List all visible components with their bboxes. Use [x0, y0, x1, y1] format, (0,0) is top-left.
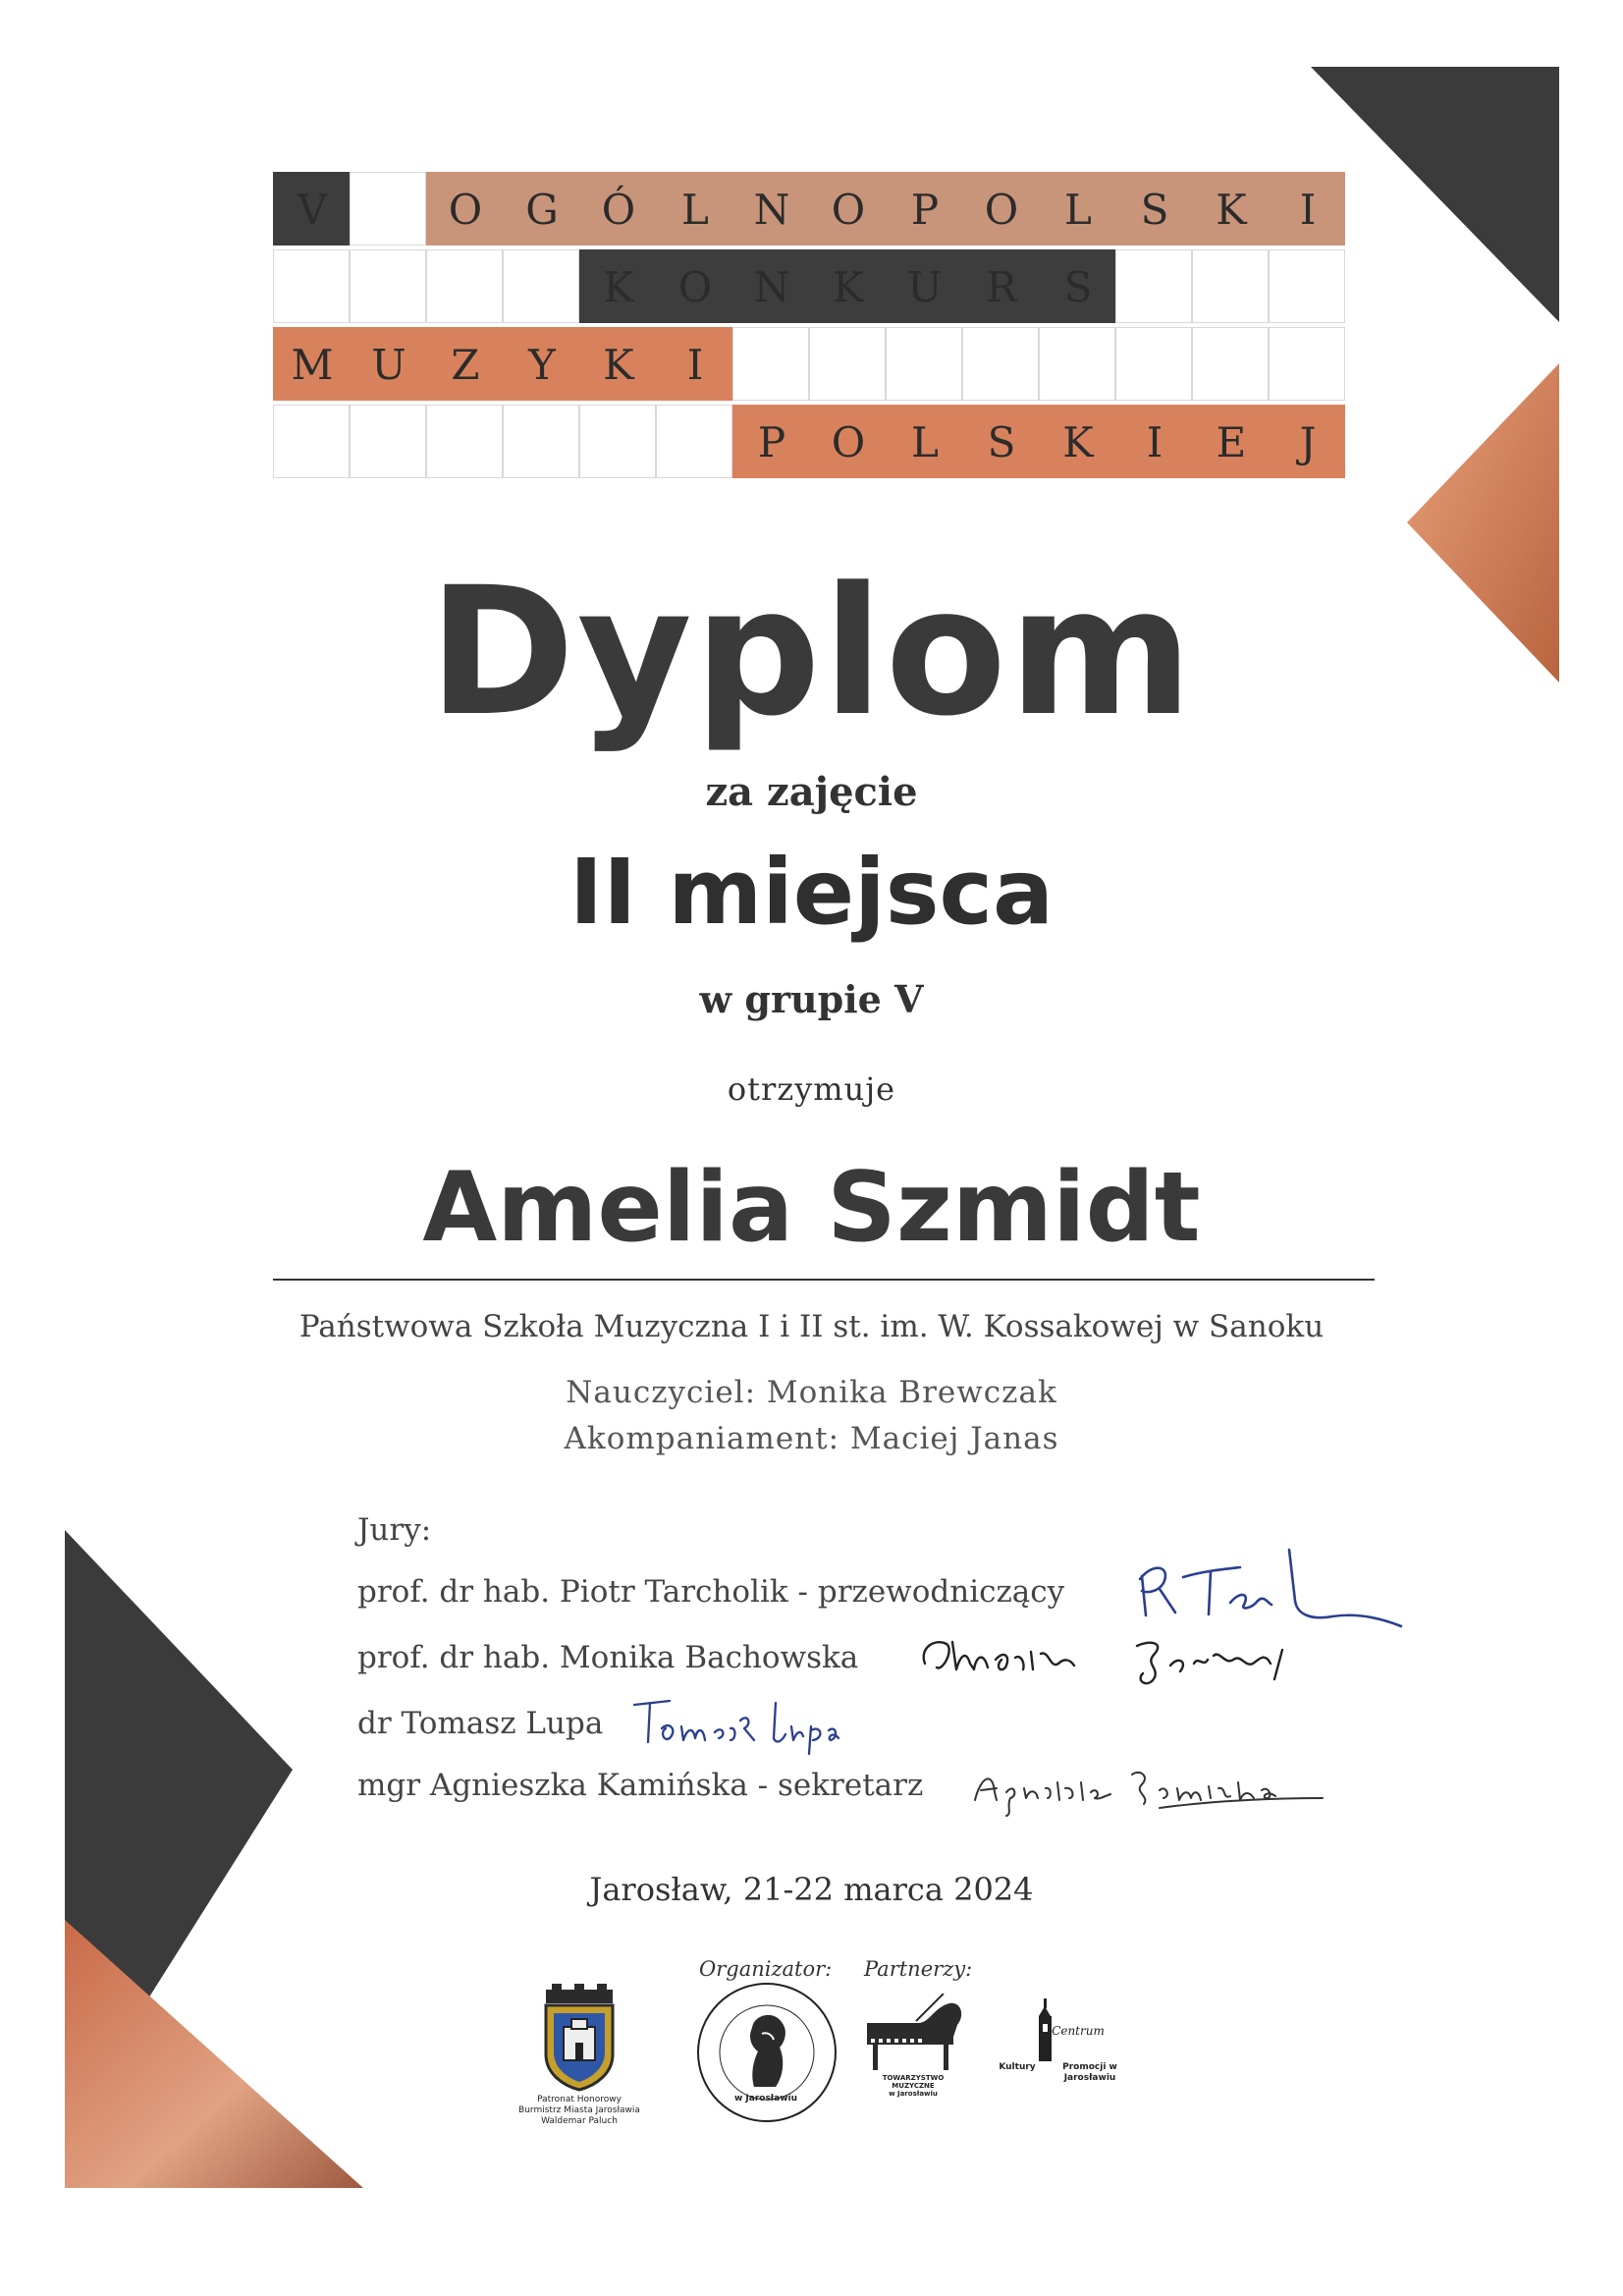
- jury-member: prof. dr hab. Piotr Tarcholik - przewodniczący: [357, 1574, 1065, 1610]
- partner1-caption: TOWARZYSTWO MUZYCZNE w Jarosławiu: [882, 2074, 945, 2098]
- crossword-cell: [1269, 172, 1345, 246]
- crossword-letter: O: [831, 186, 866, 234]
- crossword-cell: [1039, 249, 1115, 323]
- crossword-letter: N: [753, 263, 790, 311]
- crossword-letter: O: [448, 186, 483, 234]
- signature-2: [913, 1620, 1325, 1699]
- crossword-letter: K: [603, 263, 634, 311]
- crossword-cell: [732, 327, 809, 401]
- crossword-letter: R: [986, 263, 1017, 311]
- diploma-title: Dyplom: [428, 550, 1195, 755]
- crossword-cell: [732, 249, 809, 323]
- jury-label: Jury:: [357, 1512, 432, 1548]
- receives-text: otrzymuje: [727, 1070, 896, 1108]
- crossword-cell: [1269, 405, 1345, 478]
- crossword-cell: [1115, 327, 1192, 401]
- crossword-cell: [273, 405, 350, 478]
- partner2-line-1: Kultury: [999, 2062, 1036, 2072]
- crossword-letter: I: [1146, 418, 1163, 466]
- patron-caption: Patronat Honorowy Burmistrz Miasta Jarosławia Waldemar Paluch: [518, 2095, 640, 2126]
- crossword-cell: [350, 405, 426, 478]
- crossword-cell: [350, 249, 426, 323]
- crossword-letter: S: [987, 418, 1016, 466]
- crossword-cell: [656, 172, 732, 246]
- crossword-letter: N: [753, 186, 790, 234]
- crossword-cell: [1192, 405, 1269, 478]
- crossword-cell: [1192, 327, 1269, 401]
- crossword-cell: [426, 327, 503, 401]
- crossword-letter: K: [1062, 418, 1094, 466]
- place-text: II miejsca: [568, 840, 1055, 945]
- crossword-letter: U: [371, 341, 406, 389]
- group-text: w grupie V: [699, 977, 924, 1021]
- crossword-cell: [503, 249, 579, 323]
- crossword-cell: [732, 172, 809, 246]
- crossword-cell: [426, 249, 503, 323]
- crossword-letter: K: [833, 263, 864, 311]
- crossword-cell: [962, 249, 1039, 323]
- crossword-cell: [273, 172, 350, 246]
- crossword-letter: S: [1063, 263, 1093, 311]
- crossword-cell: [579, 327, 656, 401]
- crossword-cell: [273, 249, 350, 323]
- crossword-cell: [656, 249, 732, 323]
- for-taking-text: za zajęcie: [705, 769, 918, 815]
- crossword-row: [273, 405, 1345, 478]
- organizer-city: w Jarosławiu: [733, 2094, 798, 2104]
- crossword-letter: Z: [451, 341, 480, 389]
- crossword-letter: L: [681, 186, 709, 234]
- crossword-cell: [503, 405, 579, 478]
- crossword-letter: O: [831, 418, 866, 466]
- crossword-cell: [962, 327, 1039, 401]
- crossword-cell: [350, 172, 426, 246]
- crossword-letter: K: [603, 341, 634, 389]
- crossword-cell: [809, 405, 886, 478]
- recipient-name: Amelia Szmidt: [422, 1152, 1201, 1264]
- crossword-cell: [1269, 249, 1345, 323]
- coat-of-arms-icon: [538, 1984, 621, 2092]
- crossword-letter: M: [291, 341, 334, 389]
- crossword-letter: L: [1064, 186, 1092, 234]
- crossword-cell: [1192, 172, 1269, 246]
- crossword-letter: J: [1299, 418, 1317, 466]
- crossword-cell: [273, 327, 350, 401]
- jury-member: dr Tomasz Lupa: [357, 1706, 604, 1741]
- crossword-cell: [886, 327, 962, 401]
- crossword-cell: [579, 405, 656, 478]
- crossword-cell: [426, 405, 503, 478]
- crossword-letter: Ó: [601, 186, 636, 234]
- crossword-cell: [1039, 327, 1115, 401]
- crossword-cell: [1115, 405, 1192, 478]
- crossword-cell: [886, 172, 962, 246]
- crossword-letter: I: [1299, 186, 1317, 234]
- crossword-letter: Y: [528, 341, 556, 389]
- crossword-letter: L: [911, 418, 939, 466]
- piano-logo-icon: [859, 1994, 967, 2072]
- school-name: Państwowa Szkoła Muzyczna I i II st. im. W. Kossakowej w Sanoku: [298, 1309, 1325, 1344]
- crossword-letter: I: [686, 341, 704, 389]
- jury-member: mgr Agnieszka Kamińska - sekretarz: [357, 1768, 924, 1803]
- organizer-label: Organizator:: [699, 1957, 833, 1981]
- crossword-cell: [1115, 249, 1192, 323]
- crossword-cell: [886, 405, 962, 478]
- crossword-cell: [1269, 327, 1345, 401]
- crossword-letter: E: [1216, 418, 1247, 466]
- crossword-row: [273, 172, 1345, 246]
- crossword-cell: [1192, 249, 1269, 323]
- crossword-cell: [886, 249, 962, 323]
- crossword-letter: U: [907, 263, 943, 311]
- partner2-brand: Centrum: [1052, 2024, 1105, 2038]
- crossword-letter: O: [677, 263, 713, 311]
- crossword-letter: O: [984, 186, 1019, 234]
- crossword-cell: [962, 172, 1039, 246]
- crossword-cell: [503, 327, 579, 401]
- signature-4: [967, 1753, 1330, 1822]
- partner2-line-2: Promocji w Jarosławiu: [1062, 2062, 1117, 2083]
- name-underline: [273, 1279, 1375, 1281]
- crossword-cell: [1039, 405, 1115, 478]
- crossword-letter: K: [1216, 186, 1247, 234]
- crossword-cell: [1039, 172, 1115, 246]
- crossword-row: [273, 327, 1345, 401]
- partners-label: Partnerzy:: [864, 1957, 973, 1981]
- crossword-letter: P: [757, 418, 786, 466]
- crossword-letter: V: [297, 186, 328, 234]
- crossword-cell: [579, 249, 656, 323]
- crossword-row: [273, 249, 1345, 323]
- crossword-cell: [809, 327, 886, 401]
- crossword-cell: [503, 172, 579, 246]
- place-and-date: Jarosław, 21-22 marca 2024: [589, 1871, 1034, 1908]
- crossword-letter: G: [525, 186, 559, 234]
- crossword-cell: [732, 405, 809, 478]
- jury-member: prof. dr hab. Monika Bachowska: [357, 1640, 859, 1675]
- crossword-cell: [962, 405, 1039, 478]
- crossword-letter: P: [910, 186, 940, 234]
- crossword-cell: [426, 172, 503, 246]
- crossword-cell: [809, 249, 886, 323]
- accompaniment-line: Akompaniament: Maciej Janas: [564, 1421, 1059, 1456]
- crossword-header: [273, 172, 1363, 484]
- crossword-letter: S: [1140, 186, 1169, 234]
- crossword-cell: [656, 327, 732, 401]
- teacher-line: Nauczyciel: Monika Brewczak: [566, 1375, 1057, 1410]
- crossword-cell: [350, 327, 426, 401]
- crossword-cell: [809, 172, 886, 246]
- crossword-cell: [1115, 172, 1192, 246]
- crossword-cell: [579, 172, 656, 246]
- signature-3: [628, 1691, 844, 1760]
- crossword-cell: [656, 405, 732, 478]
